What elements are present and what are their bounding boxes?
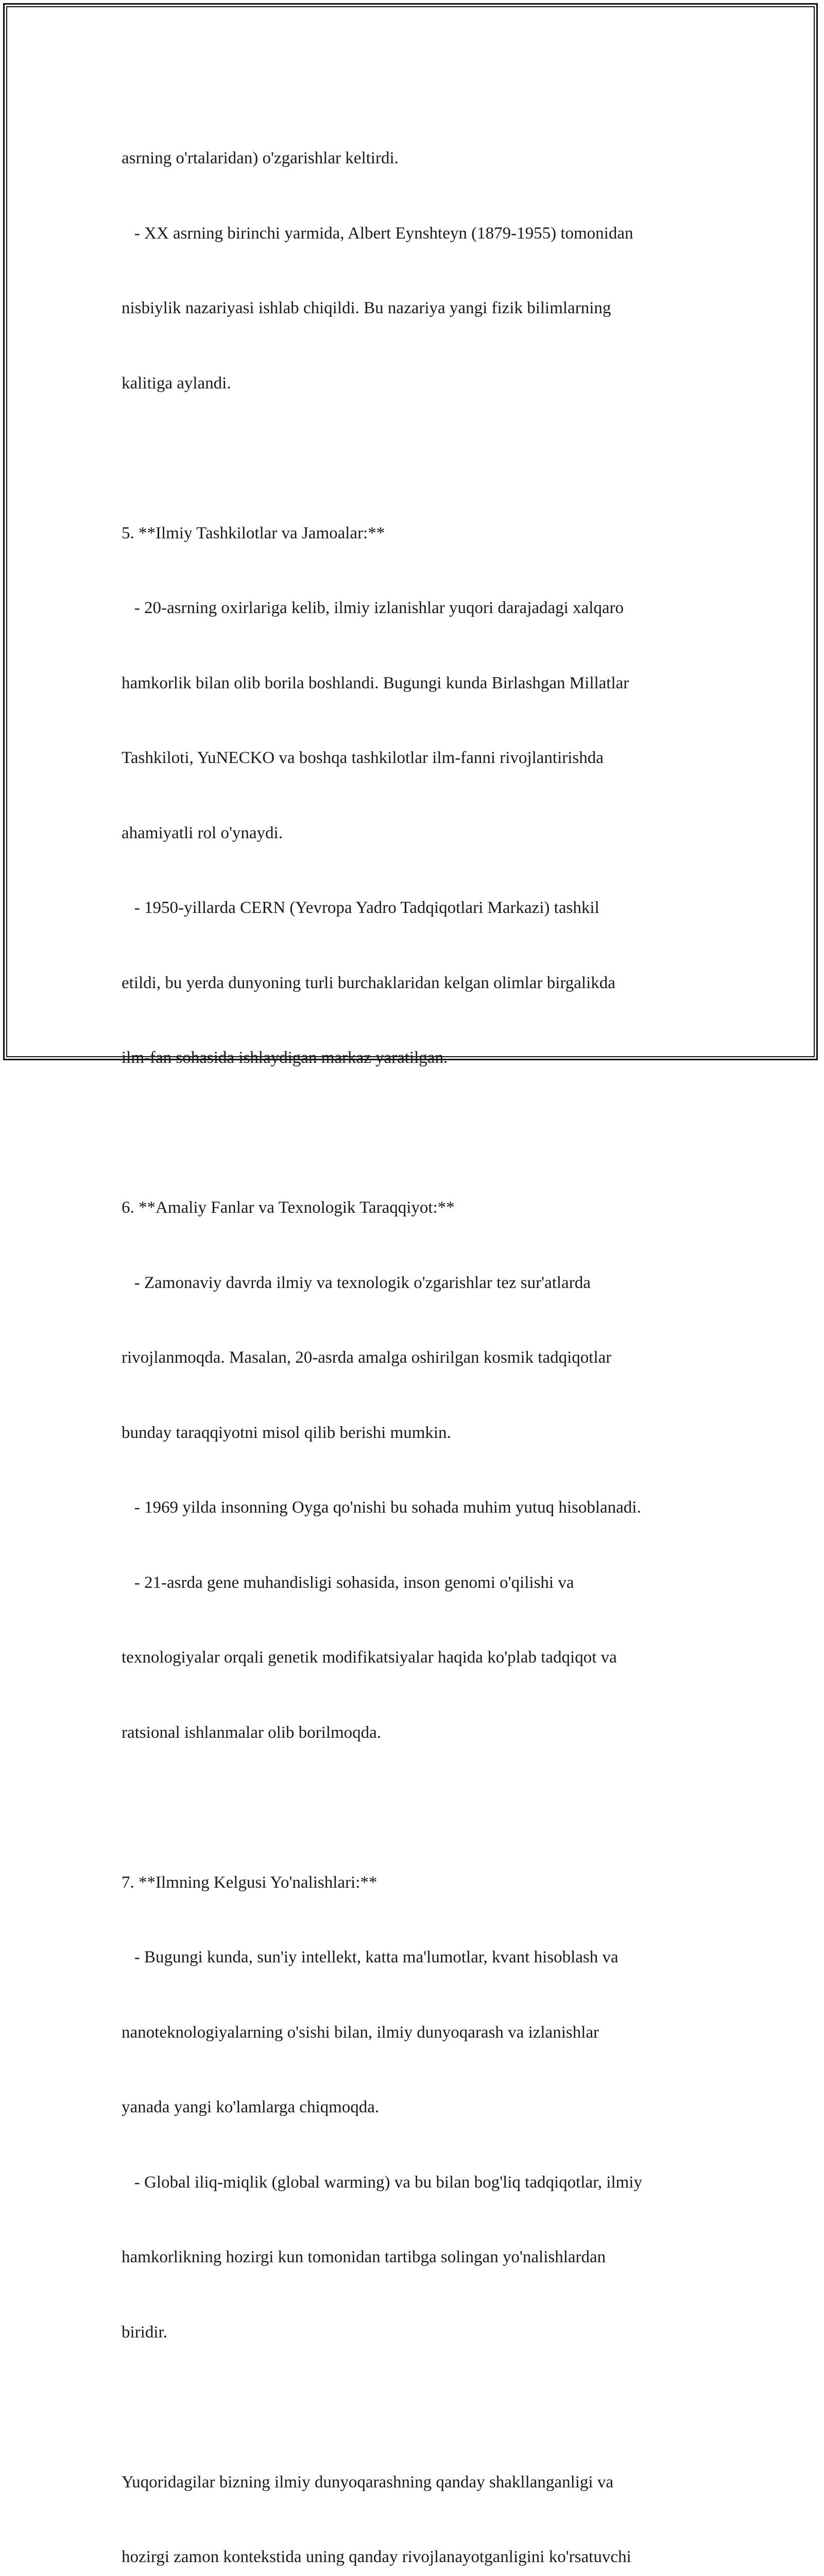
- text-line: - Bugungi kunda, sun'iy intellekt, katta ma'lumotlar, kvant hisoblash va: [122, 1948, 619, 1967]
- text-line: kalitiga aylandi.: [122, 374, 231, 393]
- text-line: biridir.: [122, 2323, 167, 2342]
- text-line: - Zamonaviy davrda ilmiy va texnologik o'zgarishlar tez sur'atlarda: [122, 1273, 591, 1292]
- text-line: Tashkiloti, YuNECKO va boshqa tashkilotlar ilm-fanni rivojlantirishda: [122, 749, 604, 767]
- text-line: - 21-asrda gene muhandisligi sohasida, inson genomi o'qilishi va: [122, 1573, 574, 1592]
- text-line: nisbiylik nazariyasi ishlab chiqildi. Bu nazariya yangi fizik bilimlarning: [122, 299, 611, 317]
- text-line: texnologiyalar orqali genetik modifikatsiyalar haqida ko'plab tadqiqot va: [122, 1648, 617, 1667]
- text-line: - 20-asrning oxirlariga kelib, ilmiy izlanishlar yuqori darajadagi xalqaro: [122, 599, 624, 617]
- text-line: ratsional ishlanmalar olib borilmoqda.: [122, 1723, 382, 1742]
- text-line: hamkorlikning hozirgi kun tomonidan tartibga solingan yo'nalishlardan: [122, 2248, 606, 2266]
- blank-line: [122, 1795, 719, 1820]
- text-line: - 1969 yilda insonning Oyga qo'nishi bu sohada muhim yutuq hisoblanadi.: [122, 1498, 641, 1517]
- text-line: rivojlanmoqda. Masalan, 20-asrda amalga oshirilgan kosmik tadqiqotlar: [122, 1348, 612, 1367]
- text-line: yanada yangi ko'lamlarga chiqmoqda.: [122, 2098, 380, 2116]
- text-line: - XX asrning birinchi yarmida, Albert Eynshteyn (1879-1955) tomonidan: [122, 224, 633, 243]
- text-line: Yuqoridagilar bizning ilmiy dunyoqarashning qanday shakllanganligi va: [122, 2472, 613, 2492]
- text-line: bunday taraqqiyotni misol qilib berishi mumkin.: [122, 1423, 451, 1442]
- section-heading: 5. **Ilmiy Tashkilotlar va Jamoalar:**: [122, 523, 385, 543]
- text-line: - Global iliq-miqlik (global warming) va bu bilan bog'liq tadqiqotlar, ilmiy: [122, 2173, 642, 2192]
- text-line: asrning o'rtalaridan) o'zgarishlar keltirdi.: [122, 149, 399, 167]
- text-line: nanoteknologiyalarning o'sishi bilan, ilmiy dunyoqarash va izlanishlar: [122, 2023, 599, 2042]
- text-line: etildi, bu yerda dunyoning turli burchaklaridan kelgan olimlar birgalikda: [122, 973, 615, 992]
- text-line: ilm-fan sohasida ishlaydigan markaz yaratilgan.: [122, 1048, 448, 1067]
- text-line: hamkorlik bilan olib borila boshlandi. Bugungi kunda Birlashgan Millatlar: [122, 673, 629, 692]
- section-heading: 7. **Ilmning Kelgusi Yo'nalishlari:**: [122, 1873, 377, 1892]
- text-line: ahamiyatli rol o'ynaydi.: [122, 823, 283, 842]
- blank-line: [122, 2395, 719, 2420]
- section-heading: 6. **Amaliy Fanlar va Texnologik Taraqqiyot:**: [122, 1198, 455, 1217]
- document-body: [122, 96, 719, 2576]
- text-line: hozirgi zamon kontekstida uning qanday rivojlanayotganligini ko'rsatuvchi: [122, 2548, 631, 2566]
- blank-line: [122, 1121, 719, 1146]
- text-line: - 1950-yillarda CERN (Yevropa Yadro Tadqiqotlari Markazi) tashkil: [122, 899, 599, 917]
- blank-line: [122, 446, 719, 471]
